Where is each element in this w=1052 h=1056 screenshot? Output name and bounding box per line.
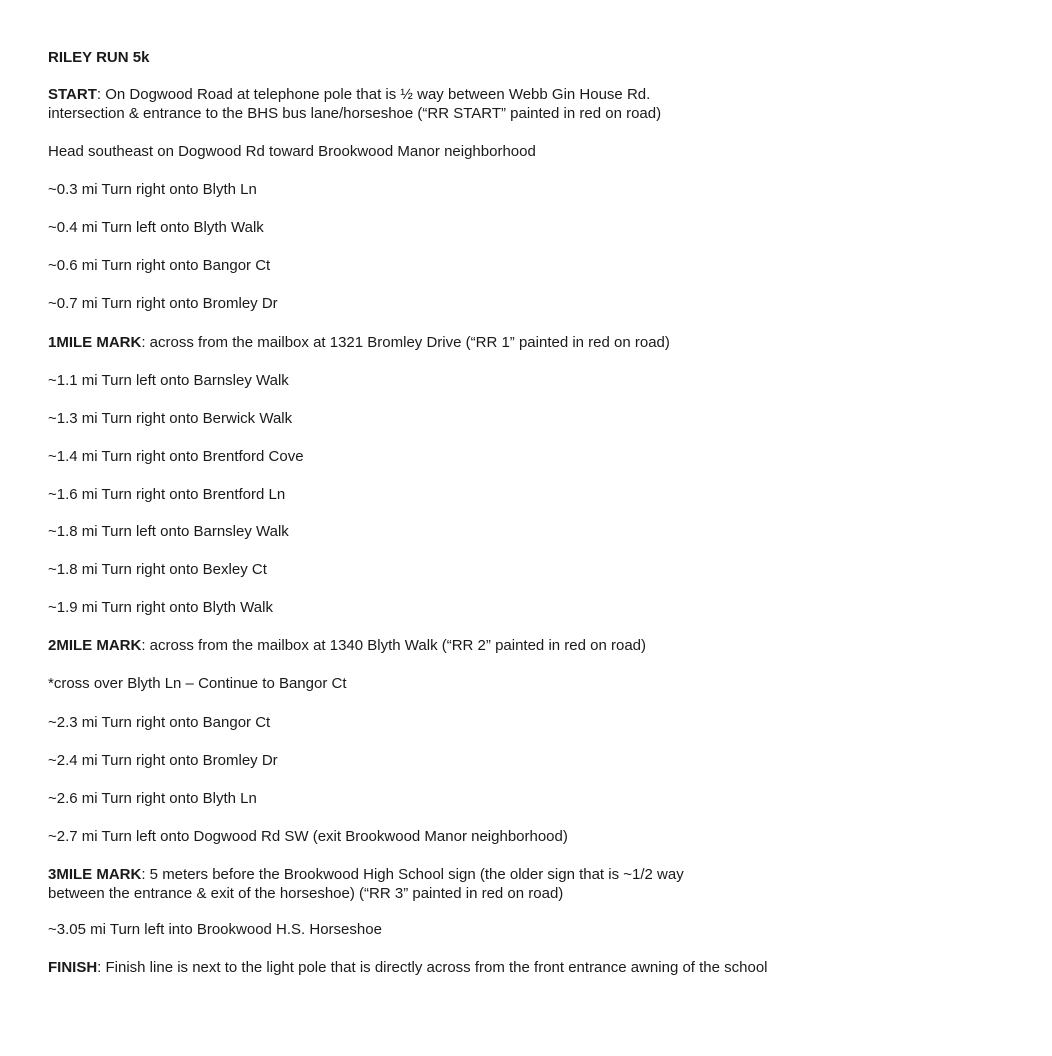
finish-label: FINISH xyxy=(48,959,98,976)
head-direction: Head southeast on Dogwood Rd toward Brookwood Manor neighborhood xyxy=(48,143,536,160)
start-label: START xyxy=(48,86,97,103)
mile-1-label: 1MILE MARK xyxy=(48,334,142,351)
direction-item: ~0.7 mi Turn right onto Bromley Dr xyxy=(48,295,278,312)
document-title: RILEY RUN 5k xyxy=(48,49,150,66)
direction-item: ~2.7 mi Turn left onto Dogwood Rd SW (exit Brookwood Manor neighborhood) xyxy=(48,828,568,845)
finish-paragraph xyxy=(48,958,773,977)
direction-item: ~1.9 mi Turn right onto Blyth Walk xyxy=(48,599,273,616)
mile-1-text: : across from the mailbox at 1321 Bromley Drive (“RR 1” painted in red on road) xyxy=(141,334,670,351)
final-turn: ~3.05 mi Turn left into Brookwood H.S. Horseshoe xyxy=(48,921,382,938)
mile-2-marker xyxy=(48,636,646,655)
mile-2-text: : across from the mailbox at 1340 Blyth Walk (“RR 2” painted in red on road) xyxy=(141,637,647,654)
cross-note: *cross over Blyth Ln – Continue to Bangor Ct xyxy=(48,675,347,692)
direction-item: ~1.6 mi Turn right onto Brentford Ln xyxy=(48,486,286,503)
direction-item: ~2.6 mi Turn right onto Blyth Ln xyxy=(48,790,257,807)
direction-item: ~1.8 mi Turn right onto Bexley Ct xyxy=(48,561,267,578)
direction-item: ~1.4 mi Turn right onto Brentford Cove xyxy=(48,448,304,465)
mile-1-marker xyxy=(48,333,670,352)
direction-item: ~1.1 mi Turn left onto Barnsley Walk xyxy=(48,372,289,389)
direction-item: ~1.3 mi Turn right onto Berwick Walk xyxy=(48,410,293,427)
start-paragraph xyxy=(48,85,708,123)
mile-3-marker xyxy=(48,865,738,903)
direction-item: ~1.8 mi Turn left onto Barnsley Walk xyxy=(48,523,289,540)
direction-item: ~0.4 mi Turn left onto Blyth Walk xyxy=(48,219,264,236)
direction-item: ~2.4 mi Turn right onto Bromley Dr xyxy=(48,752,278,769)
start-text: : On Dogwood Road at telephone pole that is ½ way between Webb Gin House Rd. intersection & entrance to the BHS bus lane/horseshoe (“RR START” painted in red on road) xyxy=(48,86,662,122)
mile-3-text: : 5 meters before the Brookwood High School sign (the older sign that is ~1/2 way between the entrance & exit of the horseshoe) (“RR 3” painted in red on road) xyxy=(48,866,684,902)
finish-text: : Finish line is next to the light pole that is directly across from the front entrance awning of the school xyxy=(97,959,768,976)
direction-item: ~0.3 mi Turn right onto Blyth Ln xyxy=(48,181,257,198)
mile-3-label: 3MILE MARK xyxy=(48,866,142,883)
mile-2-label: 2MILE MARK xyxy=(48,637,142,654)
direction-item: ~2.3 mi Turn right onto Bangor Ct xyxy=(48,714,271,731)
direction-item: ~0.6 mi Turn right onto Bangor Ct xyxy=(48,257,271,274)
